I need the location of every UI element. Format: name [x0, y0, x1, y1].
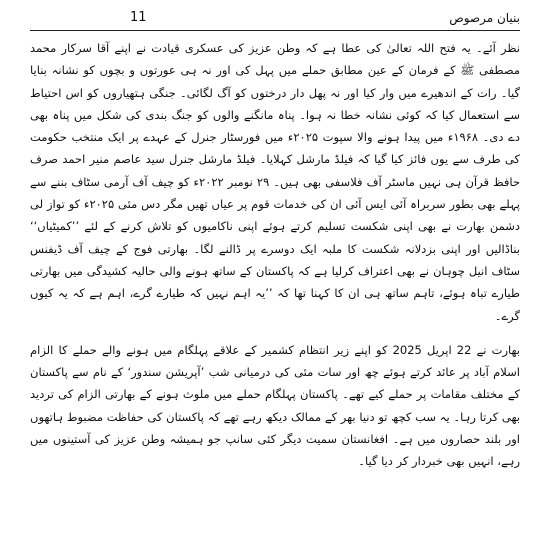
running-title: بنیان مرصوص — [449, 11, 520, 25]
page-header — [30, 8, 520, 30]
header-rule — [30, 30, 520, 31]
paragraph-1: نظر آئے۔ یہ فتح اللہ تعالیٰ کی عطا ہے کہ وطن عزیز کی عسکری قیادت نے اپنے آقا سرکار محمد مصطفی ﷺ کے فرمان کے عین مطابق حملے میں پہل کی اور نہ ہی عورتوں و بچوں کو نشانہ بنایا گیا۔ رات کے اندھیرے میں وار کیا اور نہ پھل دار درختوں کو آگ لگائی۔ جنگی ہتھیاروں کو اس احتیاط سے استعمال کیا کہ کوئی نشانہ خطا نہ ہوا۔ پناہ مانگنے والوں کو جنگ بندی کی شکل میں پناہ بھی دے دی۔ ۱۹۶۸ء میں پیدا ہونے والا سپوت ۲۰۲۵ء میں فورسٹار جنرل کے عہدے پر ایک منتخب حکومت کی طرف سے یوں فائز کیا گیا کہ فیلڈ مارشل کہلایا۔ فیلڈ مارشل جنرل سید عاصم منیر احمد صرف حافظ قرآن ہی نہیں ماسٹر آف فلاسفی بھی ہیں۔ ۲۹ نومبر ۲۰۲۲ء کو چیف آف آرمی سٹاف بننے سے پہلے بھی بطور سربراہ آئی ایس آئی ان کی خدمات قوم پر عیاں تھیں مگر دس مئی ۲۰۲۵ء کو تواز لی دشمن بھارت نے بھی اپنی شکست تسلیم کرتے ہوئے اپنی ناکامیوں کو تلاش کرنے کے لئے ’’کمیٹیاں‘‘ بناڈالیں اور اپنی بزدلانہ شکست کا ملبہ ایک دوسرے پر ڈالنے لگا۔ بھارتی فوج کے چیف آف ڈیفنس سٹاف انیل چوہان نے بھی اعتراف کرلیا ہے کہ پاکستان کے ساتھ ہونے والی حالیہ کشیدگی میں بھارتی طیارے تباہ ہوئے، تاہم ساتھ ہی ان کا کہنا تھا کہ ’’یہ اہم نہیں کہ طیارے گرے، اہم ہے کہ یہ کیوں گرے۔ — [30, 41, 520, 323]
page-number: 11 — [130, 10, 147, 25]
paragraph-gap — [30, 327, 520, 339]
paragraph-2: بھارت نے 22 اپریل 2025 کو اپنے زیر انتظام کشمیر کے علاقے پہلگام میں ہونے والے حملے کا الزام اسلام آباد پر عائد کرتے ہوئے چھ اور سات مئی کی درمیانی شب ’آپریشن سندور‘ کے نام سے پاکستان کے مختلف مقامات پر حملے کیے تھے۔ پاکستان پہلگام حملے میں ملوث ہونے کے بھارتی الزام کی تردید بھی کرتا رہا۔ یہ سب کچھ تو دنیا بھر کے ممالک دیکھ رہے تھے کہ پاکستان کی حفاظت مضبوط ہاتھوں اور بلند حصاروں میں ہے۔ افغانستان سمیت دیگر کئی سانپ جو ہمیشہ وطن عزیز کی آستینوں میں رہے، انہیں بھی خبردار کر دیا گیا۔ — [30, 342, 521, 469]
article-body — [30, 37, 520, 473]
